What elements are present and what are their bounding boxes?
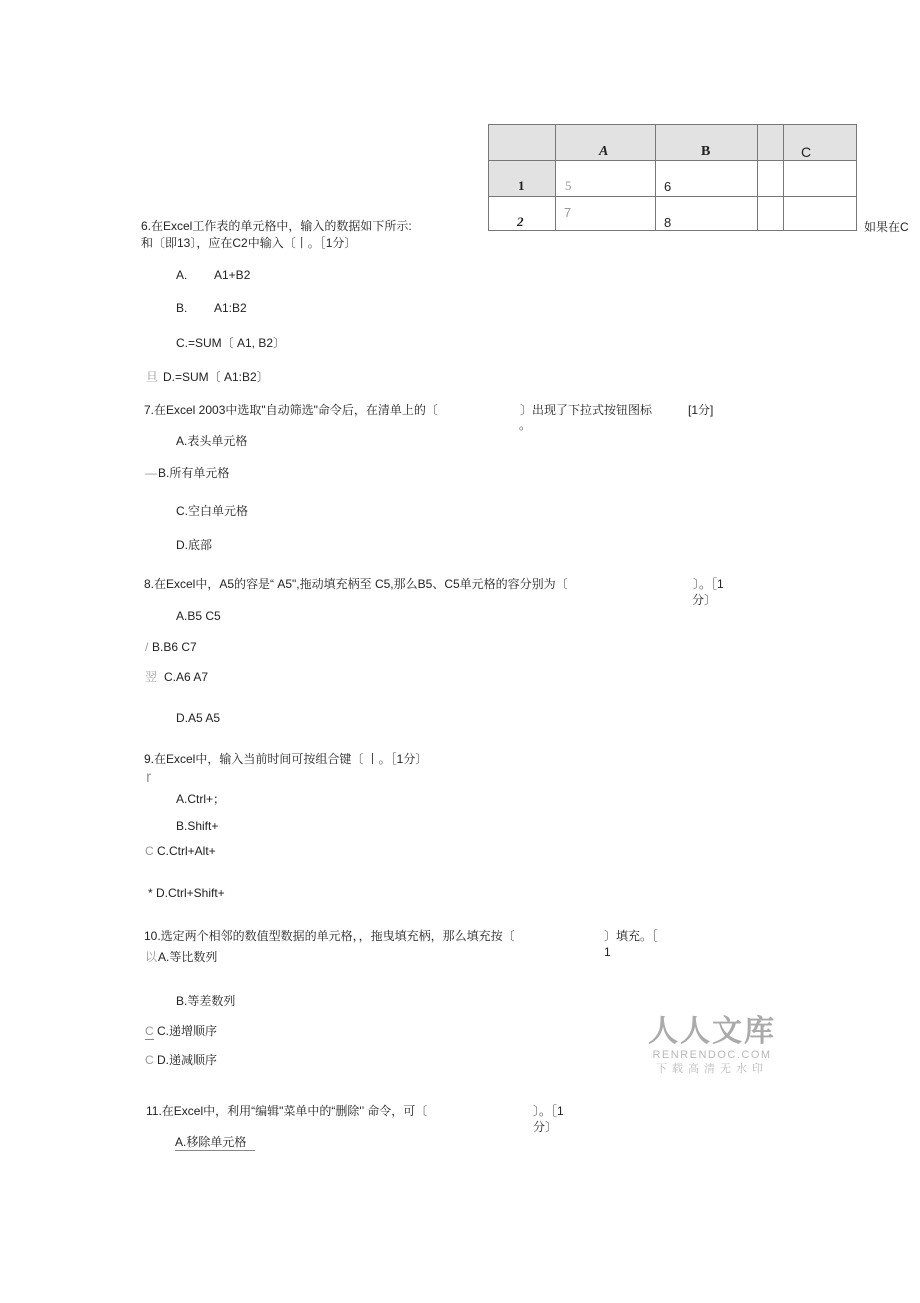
q8-option-b-mark: / [145,640,149,654]
cell-c1 [783,160,857,197]
q10-text: 10.选定两个相邻的数值型数据的单元格，，拖曳填充柄，那么填充按〔 [144,929,515,943]
q9-text: 9.在Excel中，输入当前时间可按组合键〔 丨。［1分〕 [144,752,428,766]
cell-b2 [655,196,758,231]
column-b-label: B [701,144,711,159]
column-a-label: A [599,144,609,159]
q11-text: 11.在Excel中，利用“编辑"菜单中的“删除'’ 命令，可〔 [146,1104,428,1118]
row-2-label: 2 [517,214,524,229]
q7-option-c: C.空白单元格 [176,504,249,518]
q9-option-c: C.Ctrl+Alt+ [157,844,216,858]
q7-dot: 。 [519,418,532,432]
q10-option-a: A.等比数列 [158,950,218,964]
q7-option-b-mark: — [145,466,157,480]
column-header-blank [757,124,784,161]
q7-tail: 〕出现了下拉式按钮图标 [520,403,653,417]
cell-b1-value: 6 [664,179,672,194]
q10-option-d-mark: C [145,1053,154,1067]
watermark [648,1016,776,1076]
cell-a1 [555,160,656,197]
q8-tail1: 〕。［1 [693,577,724,591]
q8-tail2: 分〕 [692,593,717,607]
row-header-2 [488,196,556,231]
q8-option-a: A.B5 C5 [176,609,221,623]
column-c-label: C [801,144,812,160]
column-header-b [655,124,758,161]
column-header-c [783,124,857,161]
q10-tail2: 1 [604,945,611,959]
q9-option-b: B.Shift+ [176,819,219,833]
q11-option-a: A.移除单元格 [175,1135,255,1151]
q8-text: 8.在Excel中，A5的容是“ A5",拖动填充柄至 C5,那么B5、C5单元格的容分别为〔 [144,577,568,591]
row-header-1 [488,160,556,197]
cell-a2 [555,196,656,231]
q10-option-c: C.递增顺序 [157,1024,218,1038]
spreadsheet-figure [488,124,857,231]
q6-option-a-text: A1+B2 [214,268,251,282]
q7-text: 7.在Excel 2003中选取"自动筛选"命令后，在清单上的〔 [144,403,438,417]
q10-option-a-mark: 以 [145,950,158,964]
q9-mark: r [146,769,152,786]
q7-option-b: B.所有单元格 [158,466,230,480]
spreadsheet-side-text: 如果在C [864,220,909,234]
cell-b1 [655,160,758,197]
q7-option-a: A.表头单元格 [176,434,248,448]
q10-option-c-mark: C [145,1024,154,1038]
column-header-a [555,124,656,161]
q8-option-c: C.A6 A7 [164,670,209,684]
q9-option-d: * D.Ctrl+Shift+ [148,886,225,900]
q11-tail1: 〕。［1 [533,1104,564,1118]
row-1-label: 1 [518,178,525,193]
q6-option-d: D.=SUM〔 A1:B2〕 [163,370,269,384]
corner-cell [488,124,556,161]
q6-option-b-text: A1:B2 [214,301,247,315]
cell-blank2 [757,196,784,231]
q6-option-c: C.=SUM〔 A1, B2〕 [176,336,286,350]
q8-option-b: B.B6 C7 [152,640,197,654]
watermark-title: 人人文库 [648,1015,776,1048]
q6-line1: 6.在Excel工作表的单元格中，输入的数据如下所示: [141,219,412,233]
q10-tail1: 〕填充。［ [604,929,659,943]
q9-option-c-mark: C [145,844,154,858]
cell-b2-value: 8 [664,215,672,230]
cell-c2 [783,196,857,231]
watermark-domain: RENRENDOC.COM [652,1049,772,1061]
q11-tail2: 分〕 [533,1120,558,1134]
q6-option-a-letter: A. [176,268,188,282]
q6-option-d-mark: 旦 [146,370,159,384]
watermark-slogan: 下载高清无水印 [656,1063,768,1075]
q7-score: [1分] [688,403,714,417]
q6-line2: 和〔即13〕，应在C2中输入〔丨。［1分〕 [141,236,357,250]
q8-option-d: D.A5 A5 [176,711,221,725]
cell-a1-value: 5 [565,178,572,193]
q8-option-c-mark: 翌 [145,670,158,684]
q10-option-d: D.递减顺序 [157,1053,218,1067]
cell-a2-value: 7 [564,205,572,220]
q10-option-b: B.等差数列 [176,994,236,1008]
cell-blank1 [757,160,784,197]
q7-option-d: D.底部 [176,538,213,552]
q9-option-a: A.Ctrl+； [176,792,226,806]
q6-option-b-letter: B. [176,301,188,315]
